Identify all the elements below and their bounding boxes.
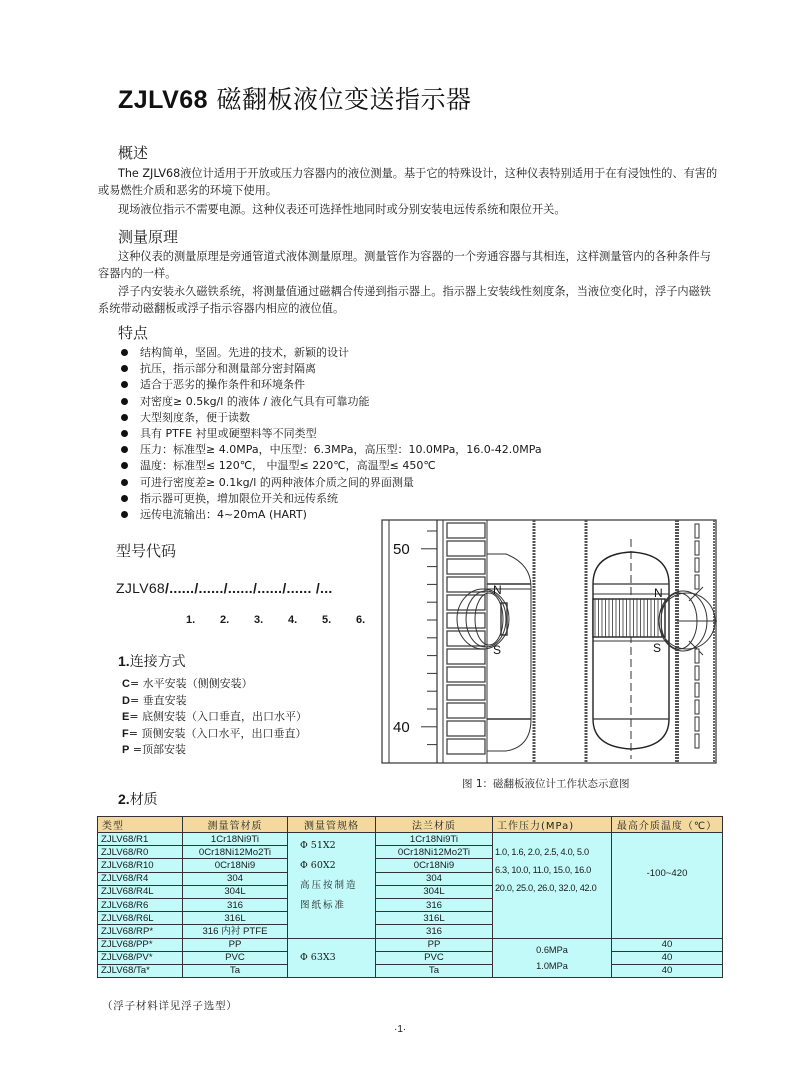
temp-metal: -100~420 <box>612 833 723 939</box>
bullet-icon <box>121 511 128 518</box>
indicator-segment <box>695 666 699 680</box>
page-title <box>118 80 472 116</box>
model-code-pattern: ZJLV68/....../....../....../....../...... /... <box>116 580 333 596</box>
table-row: ZJLV68/PV* PVC PVC 40 <box>98 951 723 964</box>
connection-option: C= 水平安装（侧侧安装） <box>122 677 253 690</box>
overview-paragraph: The ZJLV68液位计适用于开放或压力容器内的液位测量。基于它的特殊设计，这种仪表特别适用于在有浸蚀性的、有害的或易燃性介质和恶劣的环境下使用。 <box>98 167 718 197</box>
flap <box>447 649 485 664</box>
feature-item: 适合于恶劣的操作条件和环境条件 <box>118 377 542 393</box>
table-row: ZJLV68/R6 316 316 <box>98 898 723 911</box>
figure-caption: 图 1：磁翻板液位计工作状态示意图 <box>462 778 630 790</box>
table-row: ZJLV68/R4L 304L 304L <box>98 885 723 898</box>
feature-item: 压力：标准型≥ 4.0MPa，中压型：6.3MPa，高压型：10.0MPa，16.0-42.0MPa <box>118 442 542 458</box>
table-row: ZJLV68/R1 1Cr18Ni9Ti Φ 51X2 Φ 60X2 高压按制造 图纸标准 1Cr18Ni9Ti 1.0, 1.6, 2.0, 2.5, 4.0, 5.0 6.3, 10.0, 11.0, 15.0, 16.0 20.0, 25.0, 26.0, 32.0, 42.0 -100~420 <box>98 833 723 846</box>
table-row: ZJLV68/Ta* Ta Ta 40 <box>98 964 723 977</box>
feature-item: 具有 PTFE 衬里或硬塑料等不同类型 <box>118 426 542 442</box>
material-heading: 2.材质 <box>118 791 158 807</box>
flap <box>447 541 485 556</box>
page-number: ·1· <box>394 1024 407 1035</box>
tube-spec-plastic: Φ 63X3 <box>288 938 376 978</box>
pole-n-right: N <box>654 586 663 600</box>
indicator-segment <box>695 734 699 748</box>
feature-item: 大型刻度条，便于读数 <box>118 410 542 426</box>
flap <box>447 595 485 610</box>
table-row: ZJLV68/R6L 316L 316L <box>98 912 723 925</box>
feature-item: 对密度≥ 0.5kg/l 的液体 / 液化气具有可靠功能 <box>118 394 542 410</box>
pressure-plastic: 0.6MPa 1.0MPa <box>493 938 612 978</box>
flap <box>447 721 485 736</box>
flap <box>447 523 485 538</box>
indicator-segment <box>695 558 699 572</box>
title-model-code: ZJLV68 <box>118 86 209 114</box>
pressure-metal: 1.0, 1.6, 2.0, 2.5, 4.0, 5.0 6.3, 10.0, 11.0, 15.0, 16.0 20.0, 25.0, 26.0, 32.0, 42.0 <box>493 833 612 939</box>
bullet-icon <box>121 414 128 421</box>
bullet-icon <box>121 381 128 388</box>
indicator-segment <box>695 683 699 697</box>
feature-item: 指示器可更换，增加限位开关和远传系统 <box>118 491 542 507</box>
bullet-icon <box>121 365 128 372</box>
overview-heading: 概述 <box>118 144 149 162</box>
tube-spec-metal: Φ 51X2 Φ 60X2 高压按制造 图纸标准 <box>288 833 376 939</box>
table-row: ZJLV68/PP* PP Φ 63X3 PP 0.6MPa 1.0MPa 40 <box>98 938 723 951</box>
bullet-icon <box>121 495 128 502</box>
feature-item: 温度：标准型≤ 120℃， 中温型≤ 220℃，高温型≤ 450℃ <box>118 458 542 474</box>
level-gauge-diagram <box>381 519 717 764</box>
connection-option: F= 顶侧安装（入口水平，出口垂直） <box>122 726 307 740</box>
title-name: 磁翻板液位变送指示器 <box>216 85 472 114</box>
bullet-icon <box>121 479 128 486</box>
overview-paragraph: 现场液位指示不需要电源。这种仪表还可选择性地同时或分别安装电远传系统和限位开关。 <box>118 203 566 216</box>
connection-option: D= 垂直安装 <box>122 693 187 707</box>
col-header-tube-material: 测量管材质 <box>183 817 288 833</box>
principle-text <box>98 248 718 317</box>
principle-heading: 测量原理 <box>118 228 179 246</box>
principle-paragraph: 浮子内安装永久磁铁系统，将测量值通过磁耦合传递到指示器上。指示器上安装线性刻度条，当液位变化时，浮子内磁铁系统带动磁翻板或浮子指示容器内相应的液位值。 <box>98 285 711 315</box>
table-row: ZJLV68/R10 0Cr18Ni9 0Cr18Ni9 <box>98 859 723 872</box>
table-row: ZJLV68/R4 304 304 <box>98 872 723 885</box>
table-row: ZJLV68/RP* 316 内衬 PTFE 316 <box>98 925 723 938</box>
model-code-position: 1. <box>186 614 196 626</box>
material-note: （浮子材料详见浮子选型） <box>102 1000 238 1012</box>
feature-item: 结构简单，坚固。先进的技术，新颖的设计 <box>118 345 542 361</box>
indicator-segment <box>695 649 699 663</box>
connection-option: P =顶部安装 <box>122 743 187 756</box>
model-code-position: 4. <box>288 614 298 626</box>
flap <box>447 559 485 574</box>
scale-label-top: 50 <box>393 541 410 558</box>
model-code-position: 5. <box>322 614 332 626</box>
principle-paragraph: 这种仪表的测量原理是旁通管道式液体测量原理。测量管作为容器的一个旁通容器与其相连，这样测量管内的各种条件与容器内的一样。 <box>98 250 711 280</box>
flap <box>447 667 485 682</box>
col-header-flange-material: 法兰材质 <box>376 817 493 833</box>
indicator-segment <box>695 541 699 555</box>
bullet-icon <box>121 462 128 469</box>
pole-s-left: S <box>493 643 502 657</box>
feature-item: 抗压，指示部分和测量部分密封隔离 <box>118 361 542 377</box>
model-code-heading: 型号代码 <box>116 542 177 560</box>
bullet-icon <box>121 446 128 453</box>
scale-label-bottom: 40 <box>393 719 410 736</box>
indicator-segment <box>695 717 699 731</box>
model-code-position: 3. <box>254 614 264 626</box>
indicator-segment <box>695 524 699 538</box>
feature-item: 远传电流输出：4~20mA (HART) <box>118 507 542 523</box>
connection-heading: 1.连接方式 <box>118 653 186 669</box>
col-header-type: 类型 <box>98 817 183 833</box>
bullet-icon <box>121 349 128 356</box>
col-header-pressure: 工作压力(MPa) <box>493 817 612 833</box>
model-code-position: 6. <box>356 614 366 626</box>
flap <box>447 685 485 700</box>
pole-n-left: N <box>493 583 502 597</box>
connection-options <box>122 676 307 759</box>
col-header-max-temp: 最高介质温度（℃） <box>612 817 723 833</box>
indicator-segment <box>695 700 699 714</box>
feature-item: 可进行密度差≥ 0.1kg/l 的两种液体介质之间的界面测量 <box>118 475 542 491</box>
flap <box>447 739 485 754</box>
material-table <box>97 816 723 978</box>
flap <box>447 703 485 718</box>
pole-s-right: S <box>653 641 662 655</box>
features-heading: 特点 <box>118 324 149 342</box>
connection-option: E= 底侧安装（入口垂直，出口水平） <box>122 710 308 723</box>
features-list <box>118 345 542 523</box>
overview-text <box>98 165 718 218</box>
col-header-tube-spec: 测量管规格 <box>288 817 376 833</box>
indicator-segment <box>695 575 699 589</box>
bullet-icon <box>121 398 128 405</box>
table-row: ZJLV68/R0 0Cr18Ni12Mo2Ti 0Cr18Ni12Mo2Ti <box>98 846 723 859</box>
bullet-icon <box>121 430 128 437</box>
table-header-row <box>98 817 723 833</box>
model-code-position: 2. <box>220 614 230 626</box>
